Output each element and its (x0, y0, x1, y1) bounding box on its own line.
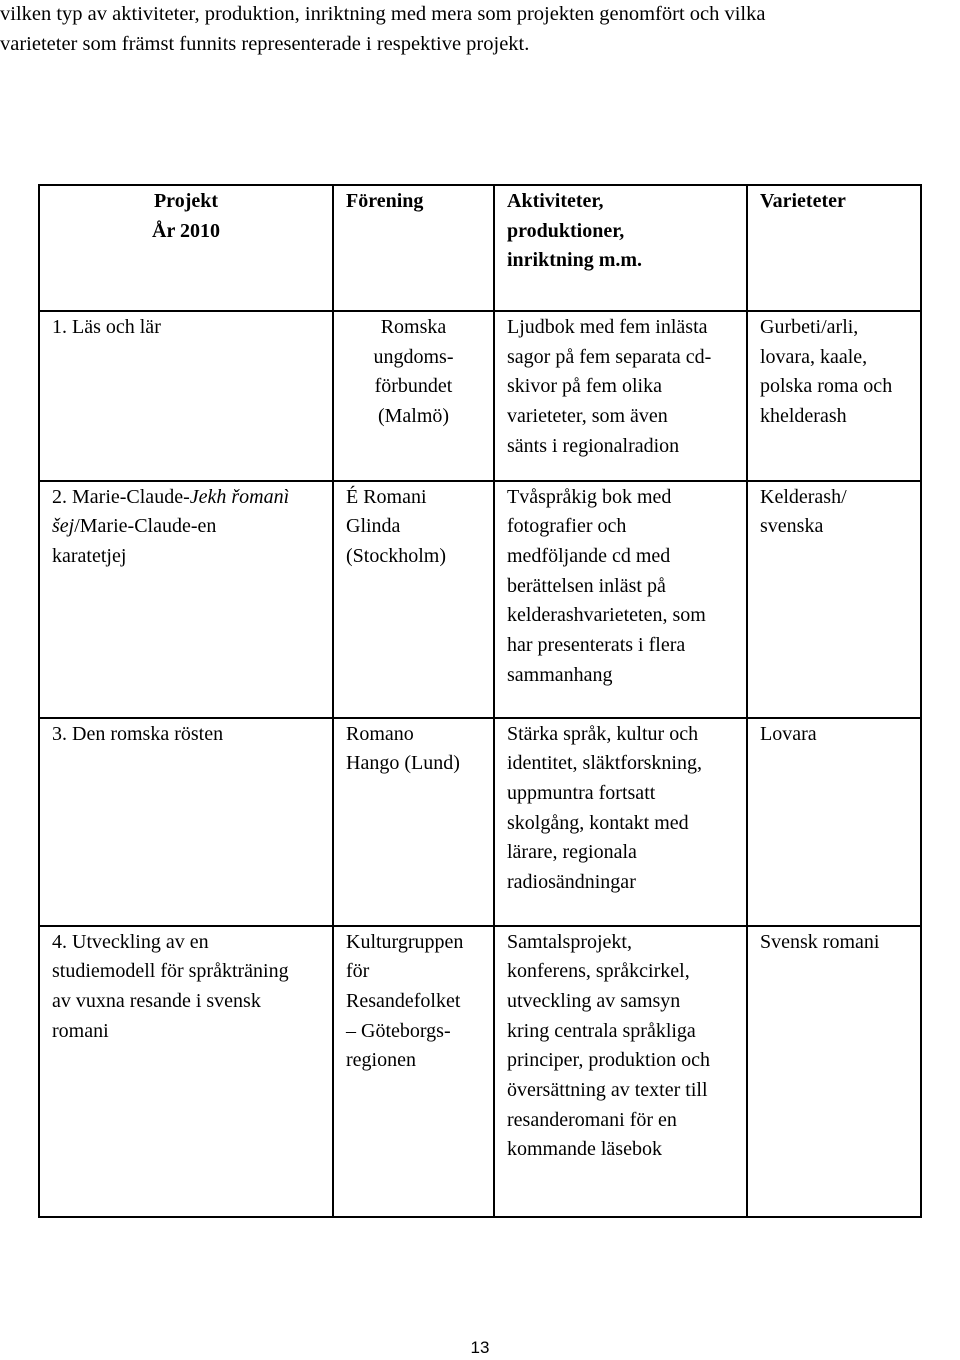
cell-aktiviteter: Ljudbok med fem inlästa sagor på fem separata cd- skivor på fem olika varieteter, som även sänts i regionalradion (494, 311, 747, 481)
cell-projekt: 1. Läs och lär (39, 311, 333, 481)
projects-table (38, 184, 922, 1218)
intro-line: varieteter som främst funnits representerade i respektive projekt. (0, 32, 530, 55)
table-row (39, 311, 921, 481)
cell-forening: Romska ungdoms- förbundet (Malmö) (333, 311, 494, 481)
intro-line: vilken typ av aktiviteter, produktion, inriktning med mera som projekten genomfört och vilka (0, 3, 766, 25)
cell-aktiviteter: Samtalsprojekt, konferens, språkcirkel, utveckling av samsyn kring centrala språkliga principer, produktion och översättning av texter till resanderomani för en kommande läsebok (494, 926, 747, 1217)
cell-aktiviteter: Tvåspråkig bok med fotografier och medföljande cd med berättelsen inläst på kelderashvarieteten, som har presenterats i flera sammanhang (494, 481, 747, 718)
header-varieteter: Varieteter (747, 185, 921, 311)
cell-varieteter: Lovara (747, 718, 921, 926)
header-projekt: Projekt År 2010 (39, 185, 333, 311)
cell-projekt: 4. Utveckling av en studiemodell för språkträning av vuxna resande i svensk romani (39, 926, 333, 1217)
header-forening: Förening (333, 185, 494, 311)
cell-varieteter: Kelderash/ svenska (747, 481, 921, 718)
cell-varieteter: Gurbeti/arli, lovara, kaale, polska roma och khelderash (747, 311, 921, 481)
cell-projekt: 3. Den romska rösten (39, 718, 333, 926)
table-row (39, 481, 921, 718)
table-row (39, 926, 921, 1217)
table-header-row (39, 185, 921, 311)
cell-forening: É Romani Glinda (Stockholm) (333, 481, 494, 718)
intro-paragraph (0, 0, 958, 59)
page-number: 13 (470, 1338, 490, 1357)
cell-aktiviteter: Stärka språk, kultur och identitet, släktforskning, uppmuntra fortsatt skolgång, kontakt med lärare, regionala radiosändningar (494, 718, 747, 926)
cell-forening: Kulturgruppen för Resandefolket – Göteborgs- regionen (333, 926, 494, 1217)
cell-forening: Romano Hango (Lund) (333, 718, 494, 926)
cell-varieteter: Svensk romani (747, 926, 921, 1217)
header-aktiviteter: Aktiviteter, produktioner, inriktning m.m. (494, 185, 747, 311)
table-row (39, 718, 921, 926)
cell-projekt: 2. Marie-Claude-Jekh řomanì šej/Marie-Claude-en karatetjej (39, 481, 333, 718)
